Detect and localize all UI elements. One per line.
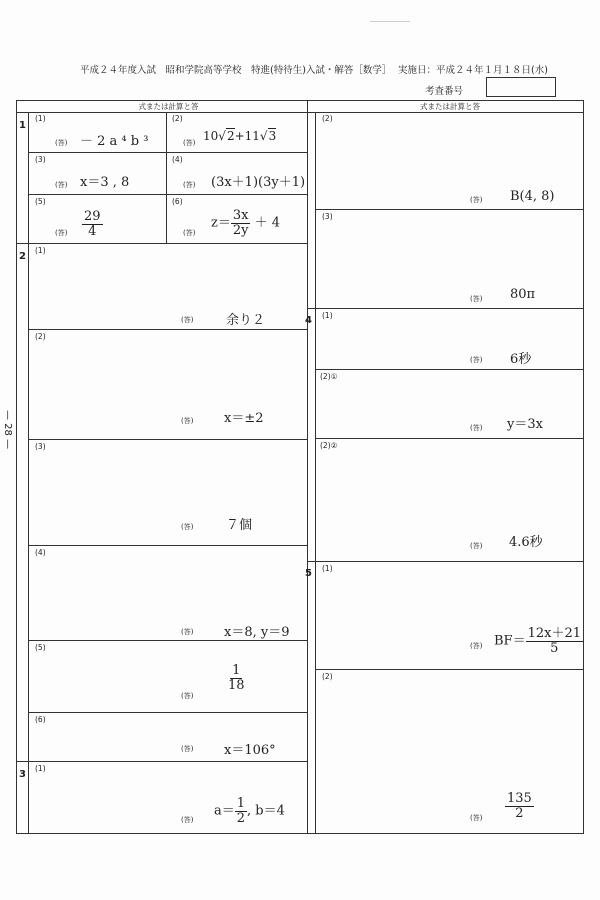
exam-number-box[interactable] — [486, 77, 556, 97]
column-header-left: 式または計算と答 — [138, 102, 199, 111]
q2-4-answer: x＝8, y＝9 — [224, 625, 290, 640]
q3-1-answer: a＝ $\frac{1}{2}$ , b＝4 — [214, 796, 285, 826]
q3-2-answer: B(4, 8) — [510, 189, 555, 204]
question-number-4: 4 — [305, 315, 312, 326]
exam-number-label: 考査番号 — [425, 86, 464, 97]
page-title: 平成２４年度入試 昭和学院高等学校 特進(特待生)入試・解答［数学］ — [80, 65, 392, 76]
q3-3-answer: 80π — [510, 287, 536, 302]
q2-2-answer: x＝±2 — [224, 411, 264, 426]
question-number-5: 5 — [305, 568, 312, 579]
q1-1-mark: (答) — [55, 139, 68, 147]
q1-2-answer: 10√2+11√3 — [203, 129, 277, 143]
question-number-1: 1 — [19, 120, 26, 131]
q2-1-answer: 余り２ — [226, 313, 266, 328]
q4-2-2-answer: 4.6秒 — [509, 535, 543, 550]
q1-6-answer: z＝ $\frac{3x}{2y}$ ＋ 4 — [211, 208, 281, 238]
q5-1-answer: BF＝ $\frac{12x+21}{5}$ — [494, 626, 581, 656]
q2-6-answer: x＝106° — [224, 743, 276, 758]
q1-3-answer: x＝3 , 8 — [80, 175, 130, 190]
q4-1-answer: 6秒 — [510, 352, 532, 367]
question-number-3: 3 — [19, 769, 26, 780]
q1-4-answer: (3x＋1)(3y＋1) — [211, 175, 306, 190]
q2-5-answer: $\frac{1}{18}$ — [228, 663, 245, 693]
q4-2-1-answer: y＝3x — [507, 417, 543, 432]
q2-3-answer: ７個 — [226, 518, 253, 533]
q5-2-answer: $\frac{135}{2}$ — [507, 791, 532, 821]
top-mark — [370, 21, 410, 22]
q1-1-answer: － 2 a ⁴ b ³ — [80, 134, 149, 149]
column-header-right: 式または計算と答 — [420, 102, 480, 111]
page-number: — 28 — — [2, 410, 13, 450]
exam-date: 実施日：平成２４年１月１８日(水) — [398, 65, 548, 76]
q1-2-label: (2) — [172, 114, 183, 123]
question-number-2: 2 — [19, 251, 26, 262]
q1-1-label: (1) — [35, 114, 46, 123]
q1-5-answer: $\frac{29}{4}$ — [84, 209, 101, 239]
